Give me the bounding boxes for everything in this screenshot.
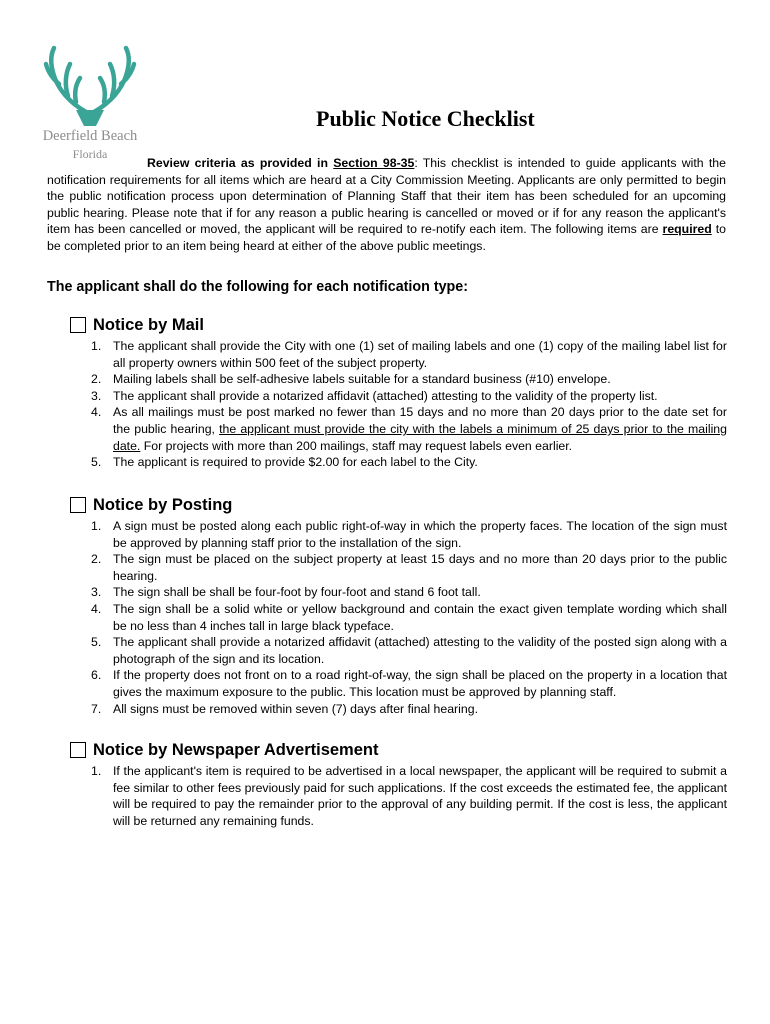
label-deadline-underlined: the applicant must provide the city with the labels a minimum of 25 days prior to the mailing date.: [113, 421, 727, 453]
list-item: 1. If the applicant's item is required to be advertised in a local newspaper, the applicant will be required to submit a fee similar to other fees previously paid for such applications. If the cost exceeds the estimated fee, the applicant will be required to pay the remainder prior to the approval of any building permit. If the cost is less, the applicant will be returned any remaining funds.: [91, 764, 727, 828]
intro-text-1: : This checklist is intended to guide applicants with the notification requirements for all items which are heard at a City Commission Meeting. Applicants are only permitted to begin the public notification process upon determination of Planning Staff that their item has been scheduled for an upcoming public hearing. Please note that if for any reason a public hearing is cancelled or moved or if for any reason the applicant's item has been cancelled or moved, the applicant will be required to re-notify each item. The following items are: [47, 156, 726, 237]
list-item: 7. All signs must be removed within seven (7) days after final hearing.: [91, 701, 478, 716]
intro-paragraph: [47, 155, 726, 255]
section-posting-header: [47, 494, 727, 516]
newspaper-checkbox[interactable]: [70, 742, 86, 758]
mail-checkbox[interactable]: [70, 317, 86, 333]
page-title: Public Notice Checklist: [316, 106, 535, 131]
city-logo: [42, 44, 138, 169]
list-item: 5. The applicant shall provide a notarized affidavit (attached) attesting to the validity of the posted sign along with a photograph of the sign and its location.: [91, 635, 727, 666]
posting-list: [47, 518, 727, 717]
list-item: 2. Mailing labels shall be self-adhesive labels suitable for a standard business (#10) envelope.: [91, 372, 611, 387]
intro-lead: Review criteria as provided in: [147, 156, 334, 170]
section-newspaper-header: [47, 739, 727, 761]
section-mail-header: [47, 314, 727, 336]
section-mail-title: Notice by Mail: [93, 315, 204, 334]
deer-antlers-icon: [42, 44, 138, 128]
section-posting-title: Notice by Posting: [93, 495, 233, 514]
mail-list: [47, 338, 727, 471]
logo-city-name: Deerfield Beach: [42, 128, 138, 144]
instructions-subheading: The applicant shall do the following for each notification type:: [47, 279, 468, 295]
intro-text-2: to be completed prior to an item being heard at either of the above public meetings.: [47, 222, 726, 253]
required-emphasis: required: [662, 222, 712, 237]
list-item: 4. As all mailings must be post marked no fewer than 15 days and no more than 20 days prior to the date set for the public hearing, the applicant must provide the city with the labels a minimum of 25 days prior to the mailing date. For projects with more than 200 mailings, staff may request labels even earlier.: [91, 405, 727, 453]
section-posting: [47, 494, 727, 717]
logo-state-name: Florida: [72, 147, 108, 161]
list-item: 5. The applicant is required to provide $2.00 for each label to the City.: [91, 455, 478, 470]
list-item: 4. The sign shall be a solid white or yellow background and contain the exact given template wording which shall be no less than 4 inches tall in large black typeface.: [91, 601, 727, 633]
list-item: 6. If the property does not front on to a road right-of-way, the sign shall be placed on the property in a location that gives the maximum exposure to the public. This location must be approved by planning staff.: [91, 668, 727, 699]
section-newspaper-title: Notice by Newspaper Advertisement: [93, 740, 379, 759]
list-item: 1. The applicant shall provide the City with one (1) set of mailing labels and one (1) copy of the mailing label list for all property owners within 500 feet of the subject property.: [91, 339, 727, 370]
section-reference: Section 98-35: [333, 156, 415, 170]
list-item: 3. The applicant shall provide a notarized affidavit (attached) attesting to the validity of the property list.: [91, 388, 658, 403]
newspaper-list: [47, 763, 727, 829]
list-item: 1. A sign must be posted along each public right-of-way in which the property faces. The location of the sign must be approved by planning staff prior to the installation of the sign.: [91, 519, 727, 550]
list-item: 2. The sign must be placed on the subject property at least 15 days and no more than 20 days prior to the public hearing.: [91, 552, 727, 583]
section-mail: [47, 314, 727, 471]
list-item: 3. The sign shall be shall be four-foot by four-foot and stand 6 foot tall.: [91, 585, 481, 600]
section-newspaper: [47, 739, 727, 829]
posting-checkbox[interactable]: [70, 497, 86, 513]
